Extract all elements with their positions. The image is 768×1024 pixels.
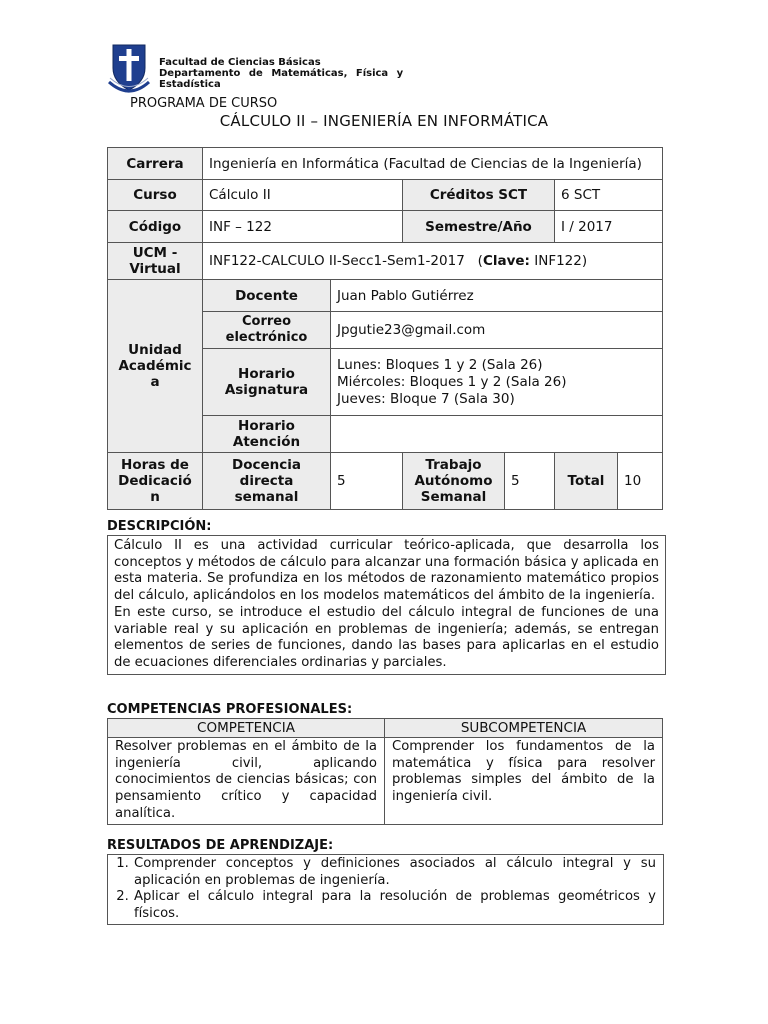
- list-item: 1. Comprender conceptos y definiciones asociados al cálculo integral y su aplicación en problemas de ingeniería.: [133, 856, 656, 889]
- docencia-value: 5: [331, 453, 403, 510]
- horario-atencion-label: Horario Atención: [203, 416, 331, 453]
- correo-value: Jpgutie23@gmail.com: [331, 312, 663, 349]
- course-info-table: [107, 147, 663, 510]
- ucm-label: UCM - Virtual: [108, 243, 203, 280]
- header-institution: [159, 57, 419, 90]
- descripcion-paragraph: En este curso, se introduce el estudio del cálculo integral de funciones de una variable real y su aplicación en problemas de ingeniería; además, se entregan elementos de series de funciones, dando las bases para aplicarlas en el estudio de ecuaciones diferenciales ordinarias y parciales.: [114, 604, 659, 670]
- row-codigo: [108, 211, 663, 243]
- horario-line: Lunes: Bloques 1 y 2 (Sala 26): [337, 356, 543, 373]
- ucm-value: [203, 243, 663, 280]
- horario-asignatura-value: [331, 349, 663, 416]
- competencia-header: COMPETENCIA: [108, 719, 385, 738]
- page-title: CÁLCULO II – INGENIERÍA EN INFORMÁTICA: [219, 112, 549, 130]
- trabajo-value: 5: [505, 453, 555, 510]
- codigo-label: Código: [108, 211, 203, 243]
- horas-label: Horas de Dedicació n: [108, 453, 203, 510]
- clave-label: Clave:: [482, 253, 530, 269]
- descripcion-title: DESCRIPCIÓN:: [107, 519, 212, 534]
- row-ucm: [108, 243, 663, 280]
- competencias-header-row: [108, 719, 663, 738]
- row-curso: [108, 180, 663, 211]
- codigo-value: INF – 122: [203, 211, 403, 243]
- carrera-label: Carrera: [108, 148, 203, 180]
- total-value: 10: [618, 453, 663, 510]
- unidad-label: Unidad Académic a: [108, 280, 203, 453]
- resultados-list: [108, 855, 663, 924]
- competencia-cell: Resolver problemas en el ámbito de la ingeniería civil, aplicando conocimientos de ciencias básicas; con pensamiento crítico y capacidad analítica.: [108, 738, 385, 825]
- total-label: Total: [555, 453, 618, 510]
- curso-value: Cálculo II: [203, 180, 403, 211]
- descripcion-box: [107, 535, 666, 675]
- subcompetencia-header: SUBCOMPETENCIA: [385, 719, 663, 738]
- horario-atencion-value: [331, 416, 663, 453]
- correo-label: Correo electrónico: [203, 312, 331, 349]
- semestre-value: I / 2017: [555, 211, 663, 243]
- semestre-label: Semestre/Año: [403, 211, 555, 243]
- clave-open: (: [477, 253, 483, 269]
- creditos-value: 6 SCT: [555, 180, 663, 211]
- resultados-title: RESULTADOS DE APRENDIZAJE:: [107, 838, 334, 853]
- university-crest-logo: [107, 42, 151, 98]
- clave-value: INF122): [534, 253, 588, 269]
- row-carrera: [108, 148, 663, 180]
- docente-label: Docente: [203, 280, 331, 312]
- horario-line: Jueves: Bloque 7 (Sala 30): [337, 390, 515, 407]
- competencias-table: [107, 718, 663, 825]
- faculty-name: Facultad de Ciencias Básicas: [159, 57, 321, 68]
- subcompetencia-cell: Comprender los fundamentos de la matemática y física para resolver problemas simples del ámbito de la ingeniería civil.: [385, 738, 663, 825]
- program-label: PROGRAMA DE CURSO: [130, 96, 278, 111]
- department-name-cont: Estadística: [159, 79, 221, 90]
- row-horas: [108, 453, 663, 510]
- docente-value: Juan Pablo Gutiérrez: [331, 280, 663, 312]
- resultados-box: [107, 854, 664, 925]
- competencias-row: [108, 738, 663, 825]
- docencia-label: Docencia directa semanal: [203, 453, 331, 510]
- descripcion-paragraph: Cálculo II es una actividad curricular teórico-aplicada, que desarrolla los conceptos y métodos de cálculo para alcanzar una formación básica y aplicada en esta materia. Se profundiza en los métodos de razonamiento matemático propios del cálculo, aplicándolos en los modelos matemáticos del ámbito de la ingeniería.: [114, 538, 659, 604]
- ucm-code: INF122-CALCULO II-Secc1-Sem1-2017: [209, 253, 465, 269]
- trabajo-label: Trabajo Autónomo Semanal: [403, 453, 505, 510]
- horario-asignatura-label: Horario Asignatura: [203, 349, 331, 416]
- curso-label: Curso: [108, 180, 203, 211]
- department-name: Departamento de Matemáticas, Física y: [159, 68, 404, 79]
- horario-line: Miércoles: Bloques 1 y 2 (Sala 26): [337, 373, 567, 390]
- list-item: 2. Aplicar el cálculo integral para la resolución de problemas geométricos y físicos.: [133, 889, 656, 922]
- creditos-label: Créditos SCT: [403, 180, 555, 211]
- carrera-value: Ingeniería en Informática (Facultad de Ciencias de la Ingeniería): [203, 148, 663, 180]
- row-docente: [108, 280, 663, 312]
- competencias-title: COMPETENCIAS PROFESIONALES:: [107, 702, 353, 717]
